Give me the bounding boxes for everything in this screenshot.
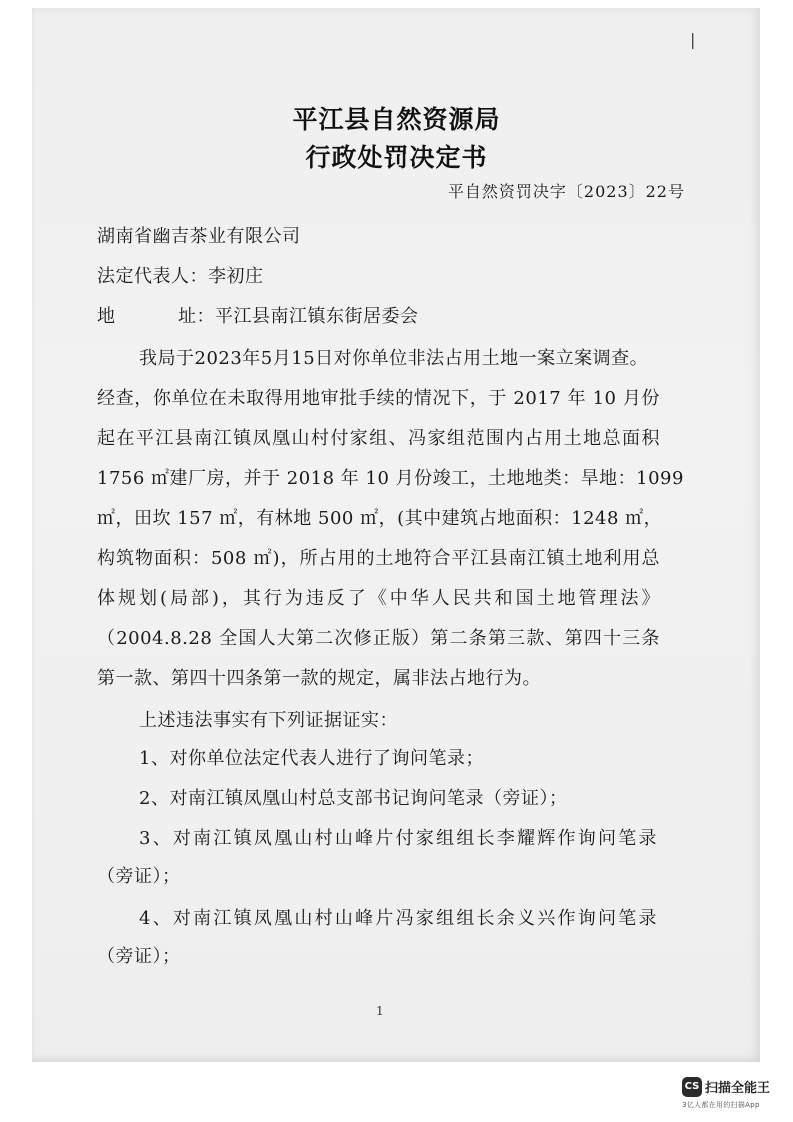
scanner-watermark xyxy=(682,1076,782,1110)
body-line: 我局于2023年5月15日对你单位非法占用土地一案立案调查。 xyxy=(139,348,649,369)
document-title: 行政处罚决定书 xyxy=(305,143,488,172)
body-line: 经查，你单位在未取得用地审批手续的情况下，于 2017 年 10 月份 xyxy=(97,388,660,409)
camscanner-logo-icon: CS xyxy=(682,1077,702,1097)
address: 址：平江县南江镇东街居委会 xyxy=(178,306,419,327)
evidence-item: 2、对南江镇凤凰山村总支部书记询问笔录（旁证）； xyxy=(139,788,568,809)
address-label: 地 xyxy=(97,306,116,327)
watermark-slogan: 3亿人都在用的扫描App xyxy=(682,1100,760,1109)
evidence-item: 3、对南江镇凤凰山村山峰片付家组组长李耀辉作询问笔录 xyxy=(139,828,657,849)
recipient-name: 湖南省幽吉茶业有限公司 xyxy=(97,226,301,247)
body-line: 第一款、第四十四条第一款的规定，属非法占地行为。 xyxy=(97,668,541,689)
evidence-item: 4、对南江镇凤凰山村山峰片冯家组组长余义兴作询问笔录 xyxy=(139,908,657,929)
body-line: 起在平江县南江镇凤凰山村付家组、冯家组范围内占用土地总面积 xyxy=(97,428,660,449)
page-number: 1 xyxy=(376,1004,384,1018)
document-number: 平自然资罚决字〔2023〕22号 xyxy=(447,182,685,201)
body-line: ㎡，田坎 157 ㎡，有林地 500 ㎡，(其中建筑占地面积：1248 ㎡， xyxy=(97,508,663,529)
evidence-item-continuation: （旁证）； xyxy=(97,866,181,887)
body-line: 构筑物面积：508 ㎡)，所占用的土地符合平江县南江镇土地利用总 xyxy=(97,548,660,569)
evidence-item-continuation: （旁证）； xyxy=(97,946,181,967)
evidence-intro: 上述违法事实有下列证据证实： xyxy=(139,710,398,731)
body-line: 体规划(局部)，其行为违反了《中华人民共和国土地管理法》 xyxy=(97,588,660,609)
body-line: 1756 ㎡建厂房，并于 2018 年 10 月份竣工，土地地类：旱地：1099 xyxy=(97,468,684,489)
watermark-brand: 扫描全能王 xyxy=(705,1081,771,1096)
issuer-title: 平江县自然资源局 xyxy=(292,105,501,134)
evidence-item: 1、对你单位法定代表人进行了询问笔录； xyxy=(139,748,484,769)
legal-representative: 法定代表人：李初庄 xyxy=(97,266,264,287)
body-line: （2004.8.28 全国人大第二次修正版）第二条第三款、第四十三条 xyxy=(97,628,660,649)
corner-mark: | xyxy=(690,30,696,49)
